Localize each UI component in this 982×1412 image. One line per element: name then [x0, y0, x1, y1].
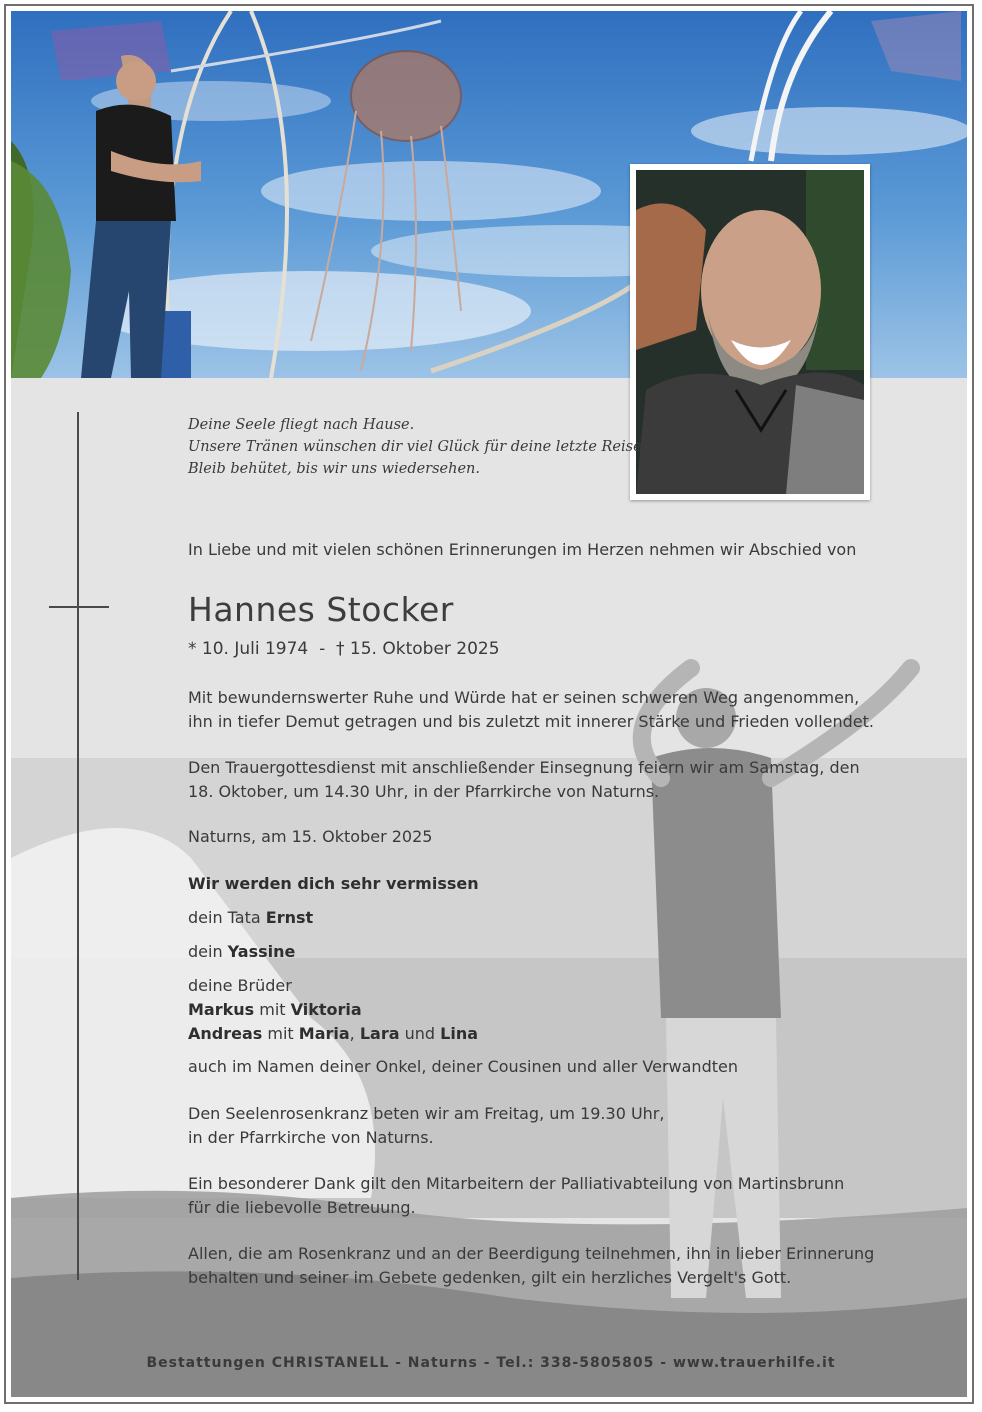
birth-date: * 10. Juli 1974 [188, 639, 309, 659]
place-date: Naturns, am 15. Oktober 2025 [188, 827, 433, 846]
mourner-partner [188, 940, 295, 964]
brother-1-partner: Viktoria [290, 1000, 362, 1019]
brother-2-name: Andreas [188, 1024, 263, 1043]
tribute-line-2: ihn in tiefer Demut getragen und bis zuletzt mit innerer Stärke und Frieden vollendet. [188, 712, 875, 731]
relatives-line: auch im Namen deiner Onkel, deiner Cousinen und aller Verwandten [188, 1057, 738, 1076]
verse-block [188, 414, 646, 480]
footer-contact: Bestattungen CHRISTANELL - Naturns - Tel.: 338-5805805 - www.trauerhilfe.it [146, 1355, 836, 1371]
rosary-line-2: in der Pfarrkirche von Naturns. [188, 1128, 434, 1147]
verse-line-3: Bleib behütet, bis wir uns wiedersehen. [188, 461, 480, 477]
brother-1-with: mit [254, 1000, 291, 1019]
brother-2-partner: Maria [298, 1024, 350, 1043]
verse-line-1: Deine Seele fliegt nach Hause. [188, 417, 415, 433]
brother-1-name: Markus [188, 1000, 255, 1019]
father-prefix: dein Tata [188, 908, 266, 927]
death-date: † 15. Oktober 2025 [336, 639, 500, 659]
child-2-name: Lina [440, 1024, 479, 1043]
cross-vertical-bar [77, 412, 79, 1280]
deceased-name: Hannes Stocker [188, 590, 454, 629]
tribute-paragraph [188, 686, 874, 734]
thanks-paragraph [188, 1172, 844, 1220]
list-and: und [399, 1024, 441, 1043]
life-dates [188, 637, 500, 661]
partner-prefix: dein [188, 942, 228, 961]
mourners-heading-text: Wir werden dich sehr vermissen [188, 874, 479, 893]
thanks-line-4: behalten und seiner im Gebete gedenken, gilt ein herzliches Vergelt's Gott. [188, 1268, 792, 1287]
list-comma: , [349, 1024, 360, 1043]
brother-2-line [188, 1022, 478, 1046]
rosary-line-1: Den Seelenrosenkranz beten wir am Freitag, um 19.30 Uhr, [188, 1104, 665, 1123]
thanks-line-1: Ein besonderer Dank gilt den Mitarbeitern der Palliativabteilung von Martinsbrunn [188, 1174, 845, 1193]
father-name: Ernst [265, 908, 314, 927]
service-line-1: Den Trauergottesdienst mit anschließender Einsegnung feiern wir am Samstag, den [188, 758, 860, 777]
partner-name: Yassine [227, 942, 296, 961]
service-line-2: 18. Oktober, um 14.30 Uhr, in der Pfarrkirche von Naturns. [188, 782, 660, 801]
brother-1-line [188, 998, 478, 1022]
rosary-paragraph [188, 1102, 664, 1150]
thanks-line-2: für die liebevolle Betreuung. [188, 1198, 416, 1217]
cross-horizontal-bar [49, 606, 109, 608]
brothers-label: deine Brüder [188, 976, 292, 995]
date-separator: - [319, 639, 326, 659]
child-1-name: Lara [359, 1024, 400, 1043]
gratitude-paragraph [188, 1242, 874, 1290]
brother-2-with: mit [262, 1024, 299, 1043]
mourner-father [188, 906, 313, 930]
mourners-heading [188, 872, 479, 896]
thanks-line-3: Allen, die am Rosenkranz und an der Beerdigung teilnehmen, ihn in lieber Erinnerung [188, 1244, 875, 1263]
mourner-brothers [188, 974, 478, 1046]
verse-line-2: Unsere Tränen wünschen dir viel Glück für deine letzte Reise. [188, 439, 647, 455]
service-paragraph [188, 756, 860, 804]
portrait-photo [630, 164, 870, 500]
tribute-line-1: Mit bewundernswerter Ruhe und Würde hat er seinen schweren Weg angenommen, [188, 688, 860, 707]
intro-text: In Liebe und mit vielen schönen Erinnerungen im Herzen nehmen wir Abschied von [188, 540, 857, 559]
